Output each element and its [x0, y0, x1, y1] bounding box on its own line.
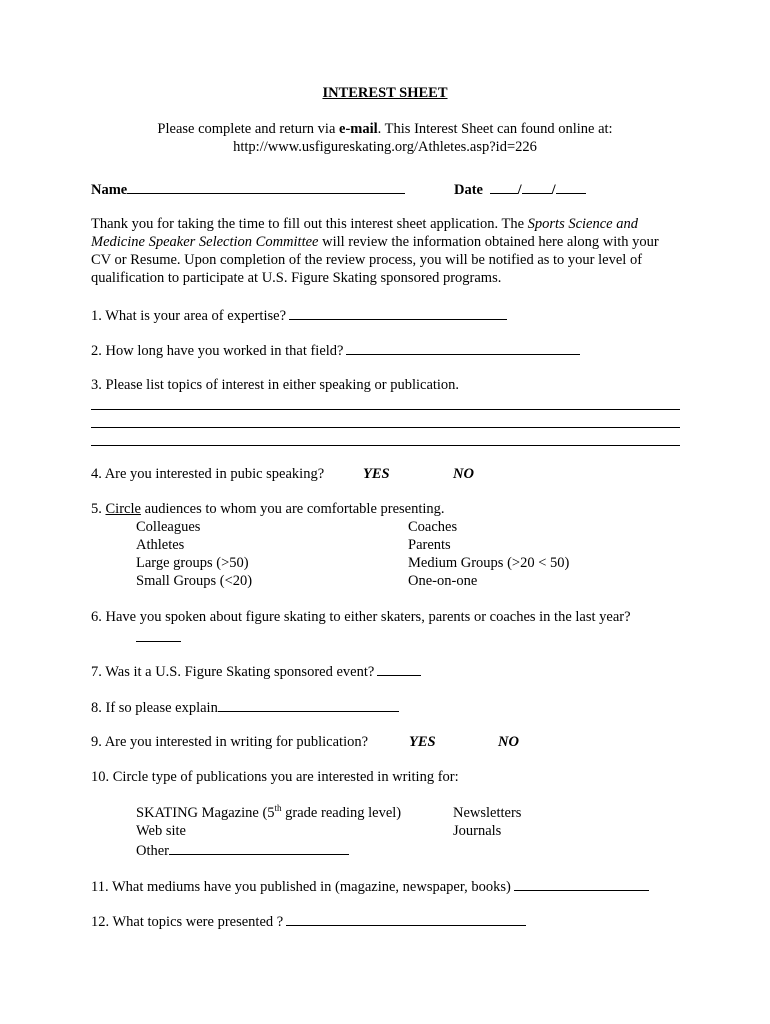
question-9-text: 9. Are you interested in writing for publication?	[91, 734, 369, 750]
question-12	[91, 911, 526, 931]
publication-newsletters[interactable]: Newsletters	[453, 805, 522, 821]
publication-web-site[interactable]: Web site	[136, 823, 186, 839]
explain-field[interactable]	[218, 697, 399, 712]
question-5-circle: Circle	[105, 501, 141, 517]
topics-line-2[interactable]	[91, 427, 680, 428]
question-8	[91, 697, 399, 717]
publication-other	[136, 840, 349, 860]
question-5	[91, 500, 445, 518]
audience-medium-groups[interactable]: Medium Groups (>20 < 50)	[408, 555, 570, 571]
question-11	[91, 876, 649, 896]
other-publication-field[interactable]	[169, 840, 349, 855]
date-sep-1: /	[517, 182, 522, 198]
date-sep-2: /	[551, 182, 556, 198]
question-12-text: 12. What topics were presented ?	[91, 914, 284, 930]
audience-colleagues[interactable]: Colleagues	[136, 519, 201, 535]
audience-large-groups[interactable]: Large groups (>50)	[136, 555, 249, 571]
expertise-field[interactable]	[289, 305, 507, 320]
topics-line-3[interactable]	[91, 445, 680, 446]
name-field[interactable]	[127, 179, 405, 194]
question-6-text: 6. Have you spoken about figure skating to either skaters, parents or coaches in the last year?	[91, 609, 631, 625]
audience-one-on-one[interactable]: One-on-one	[408, 573, 478, 589]
name-label: Name	[91, 182, 128, 198]
question-5-num: 5.	[91, 501, 106, 517]
spoken-field[interactable]	[136, 641, 181, 642]
date-month-field[interactable]	[490, 179, 518, 194]
skating-prefix: SKATING Magazine (5	[136, 805, 275, 821]
speaking-no-option[interactable]: NO	[453, 466, 474, 482]
topics-line-1[interactable]	[91, 409, 680, 410]
question-1	[91, 305, 507, 325]
question-7	[91, 661, 421, 681]
question-8-text: 8. If so please explain	[91, 700, 218, 716]
audience-athletes[interactable]: Athletes	[136, 537, 185, 553]
intro-prefix: Please complete and return via	[157, 121, 340, 137]
mediums-field[interactable]	[514, 876, 649, 891]
skating-sup: th	[274, 803, 282, 814]
skating-suffix: grade reading level)	[281, 805, 402, 821]
publication-other-label[interactable]: Other	[136, 843, 170, 859]
thanks-paragraph	[91, 215, 681, 287]
intro-email: e-mail	[339, 121, 378, 137]
question-4-text: 4. Are you interested in pubic speaking?	[91, 466, 325, 482]
writing-yes-option[interactable]: YES	[409, 734, 436, 750]
publication-journals[interactable]: Journals	[453, 823, 502, 839]
intro-url: http://www.usfigureskating.org/Athletes.asp?id=226	[233, 139, 537, 155]
date-year-field[interactable]	[556, 179, 586, 194]
audience-coaches[interactable]: Coaches	[408, 519, 458, 535]
speaking-yes-option[interactable]: YES	[363, 466, 390, 482]
question-5-rest: audiences to whom you are comfortable presenting.	[140, 501, 445, 517]
question-2	[91, 340, 580, 360]
question-7-text: 7. Was it a U.S. Figure Skating sponsored event?	[91, 664, 375, 680]
date-row	[454, 179, 586, 199]
audience-parents[interactable]: Parents	[408, 537, 451, 553]
intro-line	[0, 120, 770, 138]
publication-skating-magazine[interactable]	[136, 804, 401, 822]
question-10-text: 10. Circle type of publications you are interested in writing for:	[91, 769, 459, 785]
question-2-text: 2. How long have you worked in that field?	[91, 343, 344, 359]
date-label: Date	[454, 182, 483, 198]
page-title: INTEREST SHEET	[322, 85, 448, 101]
committee-name: Sports Science and Medicine Speaker Selection Committee	[91, 216, 638, 250]
intro-suffix: . This Interest Sheet can found online at:	[377, 121, 613, 137]
date-day-field[interactable]	[522, 179, 552, 194]
question-1-text: 1. What is your area of expertise?	[91, 308, 286, 324]
years-field[interactable]	[346, 340, 580, 355]
audience-small-groups[interactable]: Small Groups (<20)	[136, 573, 253, 589]
sponsored-event-field[interactable]	[377, 661, 421, 676]
question-3-text: 3. Please list topics of interest in either speaking or publication.	[91, 377, 460, 393]
topics-presented-field[interactable]	[286, 911, 526, 926]
thanks-part1: Thank you for taking the time to fill out this interest sheet application. The	[91, 216, 528, 232]
thanks-part2: will review the information obtained here along with your CV or Resume. Upon completion of the review process, you will be notified as to your level of qualification to participate at U.S. Figure Skating sponsored programs.	[91, 234, 659, 286]
writing-no-option[interactable]: NO	[498, 734, 519, 750]
name-row	[91, 179, 405, 199]
question-11-text: 11. What mediums have you published in (magazine, newspaper, books)	[91, 879, 511, 895]
